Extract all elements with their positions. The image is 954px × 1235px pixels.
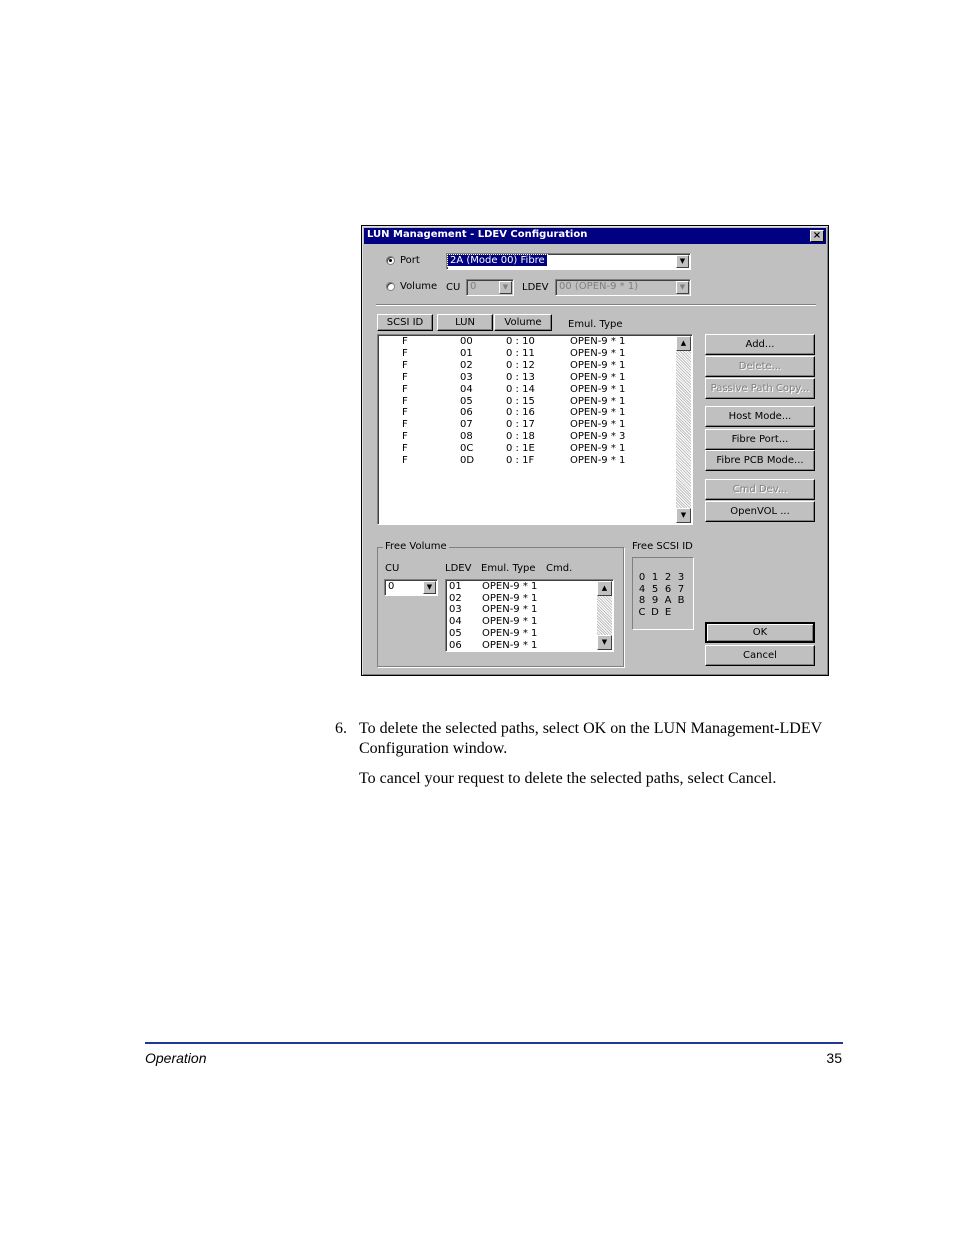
free-row-ldev: 02 bbox=[449, 592, 462, 604]
table-row[interactable] bbox=[378, 372, 692, 384]
fibre-port-button[interactable]: Fibre Port... bbox=[705, 429, 815, 450]
row-emul: OPEN-9 * 3 bbox=[570, 431, 626, 443]
free-row-emul: OPEN-9 * 1 bbox=[482, 627, 538, 639]
chevron-down-icon[interactable]: ▼ bbox=[423, 581, 436, 594]
row-lun: 03 bbox=[460, 371, 473, 383]
delete-button[interactable]: Delete... bbox=[705, 356, 815, 377]
row-volume: 0 : 17 bbox=[506, 419, 535, 431]
column-header-scsi-id[interactable]: SCSI ID bbox=[377, 314, 433, 331]
row-lun: 04 bbox=[460, 383, 473, 395]
free-scsi-id-cell: 2 bbox=[664, 572, 672, 583]
open-vol-button[interactable]: OpenVOL ... bbox=[705, 501, 815, 522]
chevron-down-icon[interactable]: ▼ bbox=[676, 255, 689, 268]
free-scsi-id-cell: 9 bbox=[651, 595, 659, 606]
row-scsi-id: F bbox=[402, 336, 408, 347]
list-item[interactable] bbox=[446, 604, 613, 616]
free-list-scrollbar[interactable] bbox=[597, 581, 612, 650]
list-scrollbar[interactable] bbox=[676, 336, 691, 523]
row-lun: 0C bbox=[460, 443, 474, 455]
row-scsi-id: F bbox=[402, 347, 408, 359]
passive-path-copy-button[interactable]: Passive Path Copy... bbox=[705, 378, 815, 399]
lun-path-list[interactable] bbox=[377, 334, 693, 525]
title-bar[interactable] bbox=[364, 228, 826, 244]
free-row-ldev: 06 bbox=[449, 639, 462, 651]
column-header-emul-type: Emul. Type bbox=[568, 319, 623, 330]
page-number: 35 bbox=[826, 1050, 842, 1066]
free-row-ldev: 04 bbox=[449, 616, 462, 628]
port-label: Port bbox=[400, 255, 420, 266]
free-scsi-id-cell: B bbox=[677, 595, 685, 606]
row-lun: 0D bbox=[460, 455, 475, 466]
free-scsi-id-cell: 4 bbox=[638, 583, 646, 595]
add-button[interactable]: Add... bbox=[705, 334, 815, 355]
free-row-emul: OPEN-9 * 1 bbox=[482, 616, 538, 628]
row-scsi-id: F bbox=[402, 371, 408, 383]
volume-radio[interactable] bbox=[386, 282, 395, 291]
free-scsi-id-cell: A bbox=[664, 595, 672, 606]
free-cu-select[interactable] bbox=[384, 579, 438, 596]
row-volume: 0 : 11 bbox=[506, 347, 535, 359]
row-volume: 0 : 10 bbox=[506, 336, 535, 347]
table-row[interactable] bbox=[378, 407, 692, 419]
free-scsi-id-cell: 6 bbox=[664, 583, 672, 595]
free-scsi-id-cell: C bbox=[638, 606, 646, 618]
row-lun: 07 bbox=[460, 419, 473, 431]
table-row[interactable] bbox=[378, 384, 692, 396]
free-scsi-id-cell: 0 bbox=[638, 572, 646, 583]
row-scsi-id: F bbox=[402, 395, 408, 407]
row-volume: 0 : 15 bbox=[506, 395, 535, 407]
row-scsi-id: F bbox=[402, 443, 408, 455]
table-row[interactable] bbox=[378, 431, 692, 443]
close-button[interactable] bbox=[810, 230, 824, 242]
footer-rule bbox=[145, 1042, 843, 1044]
free-cu-label: CU bbox=[385, 563, 400, 574]
dialog-title: LUN Management - LDEV Configuration bbox=[367, 229, 588, 240]
chevron-down-icon[interactable]: ▼ bbox=[676, 281, 689, 294]
free-scsi-id-cell: D bbox=[651, 606, 659, 618]
scroll-down-icon[interactable]: ▼ bbox=[597, 635, 612, 650]
row-emul: OPEN-9 * 1 bbox=[570, 419, 626, 431]
row-emul: OPEN-9 * 1 bbox=[570, 455, 626, 466]
free-scsi-id-cell: 8 bbox=[638, 595, 646, 606]
volume-label: Volume bbox=[400, 281, 438, 292]
free-cmd-header: Cmd. bbox=[546, 563, 573, 574]
list-item[interactable] bbox=[446, 581, 613, 593]
close-icon: × bbox=[812, 230, 822, 241]
row-volume: 0 : 1F bbox=[506, 455, 535, 466]
step-text-line2: Configuration window. bbox=[359, 740, 508, 757]
row-volume: 0 : 18 bbox=[506, 431, 535, 443]
row-volume: 0 : 13 bbox=[506, 371, 535, 383]
free-scsi-id-cell: E bbox=[664, 606, 672, 618]
scroll-up-icon[interactable]: ▲ bbox=[597, 581, 612, 596]
row-lun: 00 bbox=[460, 336, 473, 347]
chevron-down-icon[interactable]: ▼ bbox=[499, 281, 512, 294]
row-emul: OPEN-9 * 1 bbox=[570, 359, 626, 371]
free-emul-type-header: Emul. Type bbox=[481, 563, 536, 574]
fibre-pcb-mode-button[interactable]: Fibre PCB Mode... bbox=[705, 450, 815, 471]
row-emul: OPEN-9 * 1 bbox=[570, 336, 626, 347]
footer-section: Operation bbox=[145, 1050, 207, 1066]
ldev-label: LDEV bbox=[522, 282, 549, 293]
row-lun: 01 bbox=[460, 347, 473, 359]
step-number: 6. bbox=[335, 720, 347, 737]
separator bbox=[376, 304, 816, 306]
row-emul: OPEN-9 * 1 bbox=[570, 443, 626, 455]
free-row-emul: OPEN-9 * 1 bbox=[482, 604, 538, 616]
cmd-dev-button[interactable]: Cmd Dev... bbox=[705, 479, 815, 500]
row-emul: OPEN-9 * 1 bbox=[570, 347, 626, 359]
ok-button[interactable]: OK bbox=[705, 622, 815, 643]
free-cu-select-value: 0 bbox=[388, 581, 395, 592]
column-header-volume[interactable]: Volume bbox=[494, 314, 552, 331]
free-volume-title: Free Volume bbox=[385, 541, 447, 552]
row-lun: 05 bbox=[460, 395, 473, 407]
list-item[interactable] bbox=[446, 593, 613, 605]
port-select[interactable] bbox=[446, 253, 691, 270]
free-row-emul: OPEN-9 * 1 bbox=[482, 581, 538, 592]
cu-label: CU bbox=[446, 282, 461, 293]
list-item[interactable] bbox=[446, 616, 613, 628]
cancel-note: To cancel your request to delete the selected paths, select Cancel. bbox=[359, 770, 777, 787]
table-row[interactable] bbox=[378, 348, 692, 360]
list-item[interactable] bbox=[446, 640, 613, 652]
table-row[interactable] bbox=[378, 360, 692, 372]
row-lun: 02 bbox=[460, 359, 473, 371]
port-radio[interactable] bbox=[386, 256, 395, 265]
port-select-value: 2A (Mode 00) Fibre bbox=[450, 255, 545, 266]
cu-select-value: 0 bbox=[470, 281, 477, 292]
ldev-select[interactable] bbox=[555, 279, 691, 296]
free-scsi-id-cell: 3 bbox=[677, 572, 685, 583]
free-scsi-id-cell: 7 bbox=[677, 583, 685, 595]
lun-management-dialog bbox=[361, 225, 829, 676]
cancel-button[interactable]: Cancel bbox=[705, 645, 815, 666]
free-row-emul: OPEN-9 * 1 bbox=[482, 592, 538, 604]
row-volume: 0 : 1E bbox=[506, 443, 535, 455]
row-scsi-id: F bbox=[402, 407, 408, 419]
row-volume: 0 : 12 bbox=[506, 359, 535, 371]
row-lun: 08 bbox=[460, 431, 473, 443]
row-emul: OPEN-9 * 1 bbox=[570, 371, 626, 383]
table-row[interactable] bbox=[378, 455, 692, 467]
table-row[interactable] bbox=[378, 336, 692, 348]
table-row[interactable] bbox=[378, 419, 692, 431]
row-volume: 0 : 16 bbox=[506, 407, 535, 419]
ldev-select-value: 00 (OPEN-9 * 1) bbox=[559, 281, 639, 292]
scroll-up-icon[interactable]: ▲ bbox=[676, 336, 691, 351]
free-ldev-header: LDEV bbox=[445, 563, 472, 574]
column-header-lun[interactable]: LUN bbox=[437, 314, 493, 331]
row-scsi-id: F bbox=[402, 455, 408, 466]
row-emul: OPEN-9 * 1 bbox=[570, 383, 626, 395]
host-mode-button[interactable]: Host Mode... bbox=[705, 406, 815, 427]
row-volume: 0 : 14 bbox=[506, 383, 535, 395]
row-scsi-id: F bbox=[402, 431, 408, 443]
row-emul: OPEN-9 * 1 bbox=[570, 407, 626, 419]
free-row-emul: OPEN-9 * 1 bbox=[482, 639, 538, 651]
row-scsi-id: F bbox=[402, 383, 408, 395]
free-scsi-id-cell: 1 bbox=[651, 572, 659, 583]
row-emul: OPEN-9 * 1 bbox=[570, 395, 626, 407]
free-scsi-id-panel bbox=[632, 557, 694, 630]
free-scsi-id-cell: 5 bbox=[651, 583, 659, 595]
table-row[interactable] bbox=[378, 396, 692, 408]
row-scsi-id: F bbox=[402, 419, 408, 431]
free-volume-list[interactable] bbox=[445, 579, 614, 652]
step-text-line1: To delete the selected paths, select OK on the LUN Management-LDEV bbox=[359, 720, 823, 737]
list-item[interactable] bbox=[446, 628, 613, 640]
free-row-ldev: 03 bbox=[449, 604, 462, 616]
row-lun: 06 bbox=[460, 407, 473, 419]
free-row-ldev: 05 bbox=[449, 627, 462, 639]
cu-select[interactable] bbox=[466, 279, 514, 296]
table-row[interactable] bbox=[378, 443, 692, 455]
free-row-ldev: 01 bbox=[449, 581, 462, 592]
scroll-down-icon[interactable]: ▼ bbox=[676, 508, 691, 523]
row-scsi-id: F bbox=[402, 359, 408, 371]
free-scsi-id-title: Free SCSI ID bbox=[632, 541, 693, 552]
